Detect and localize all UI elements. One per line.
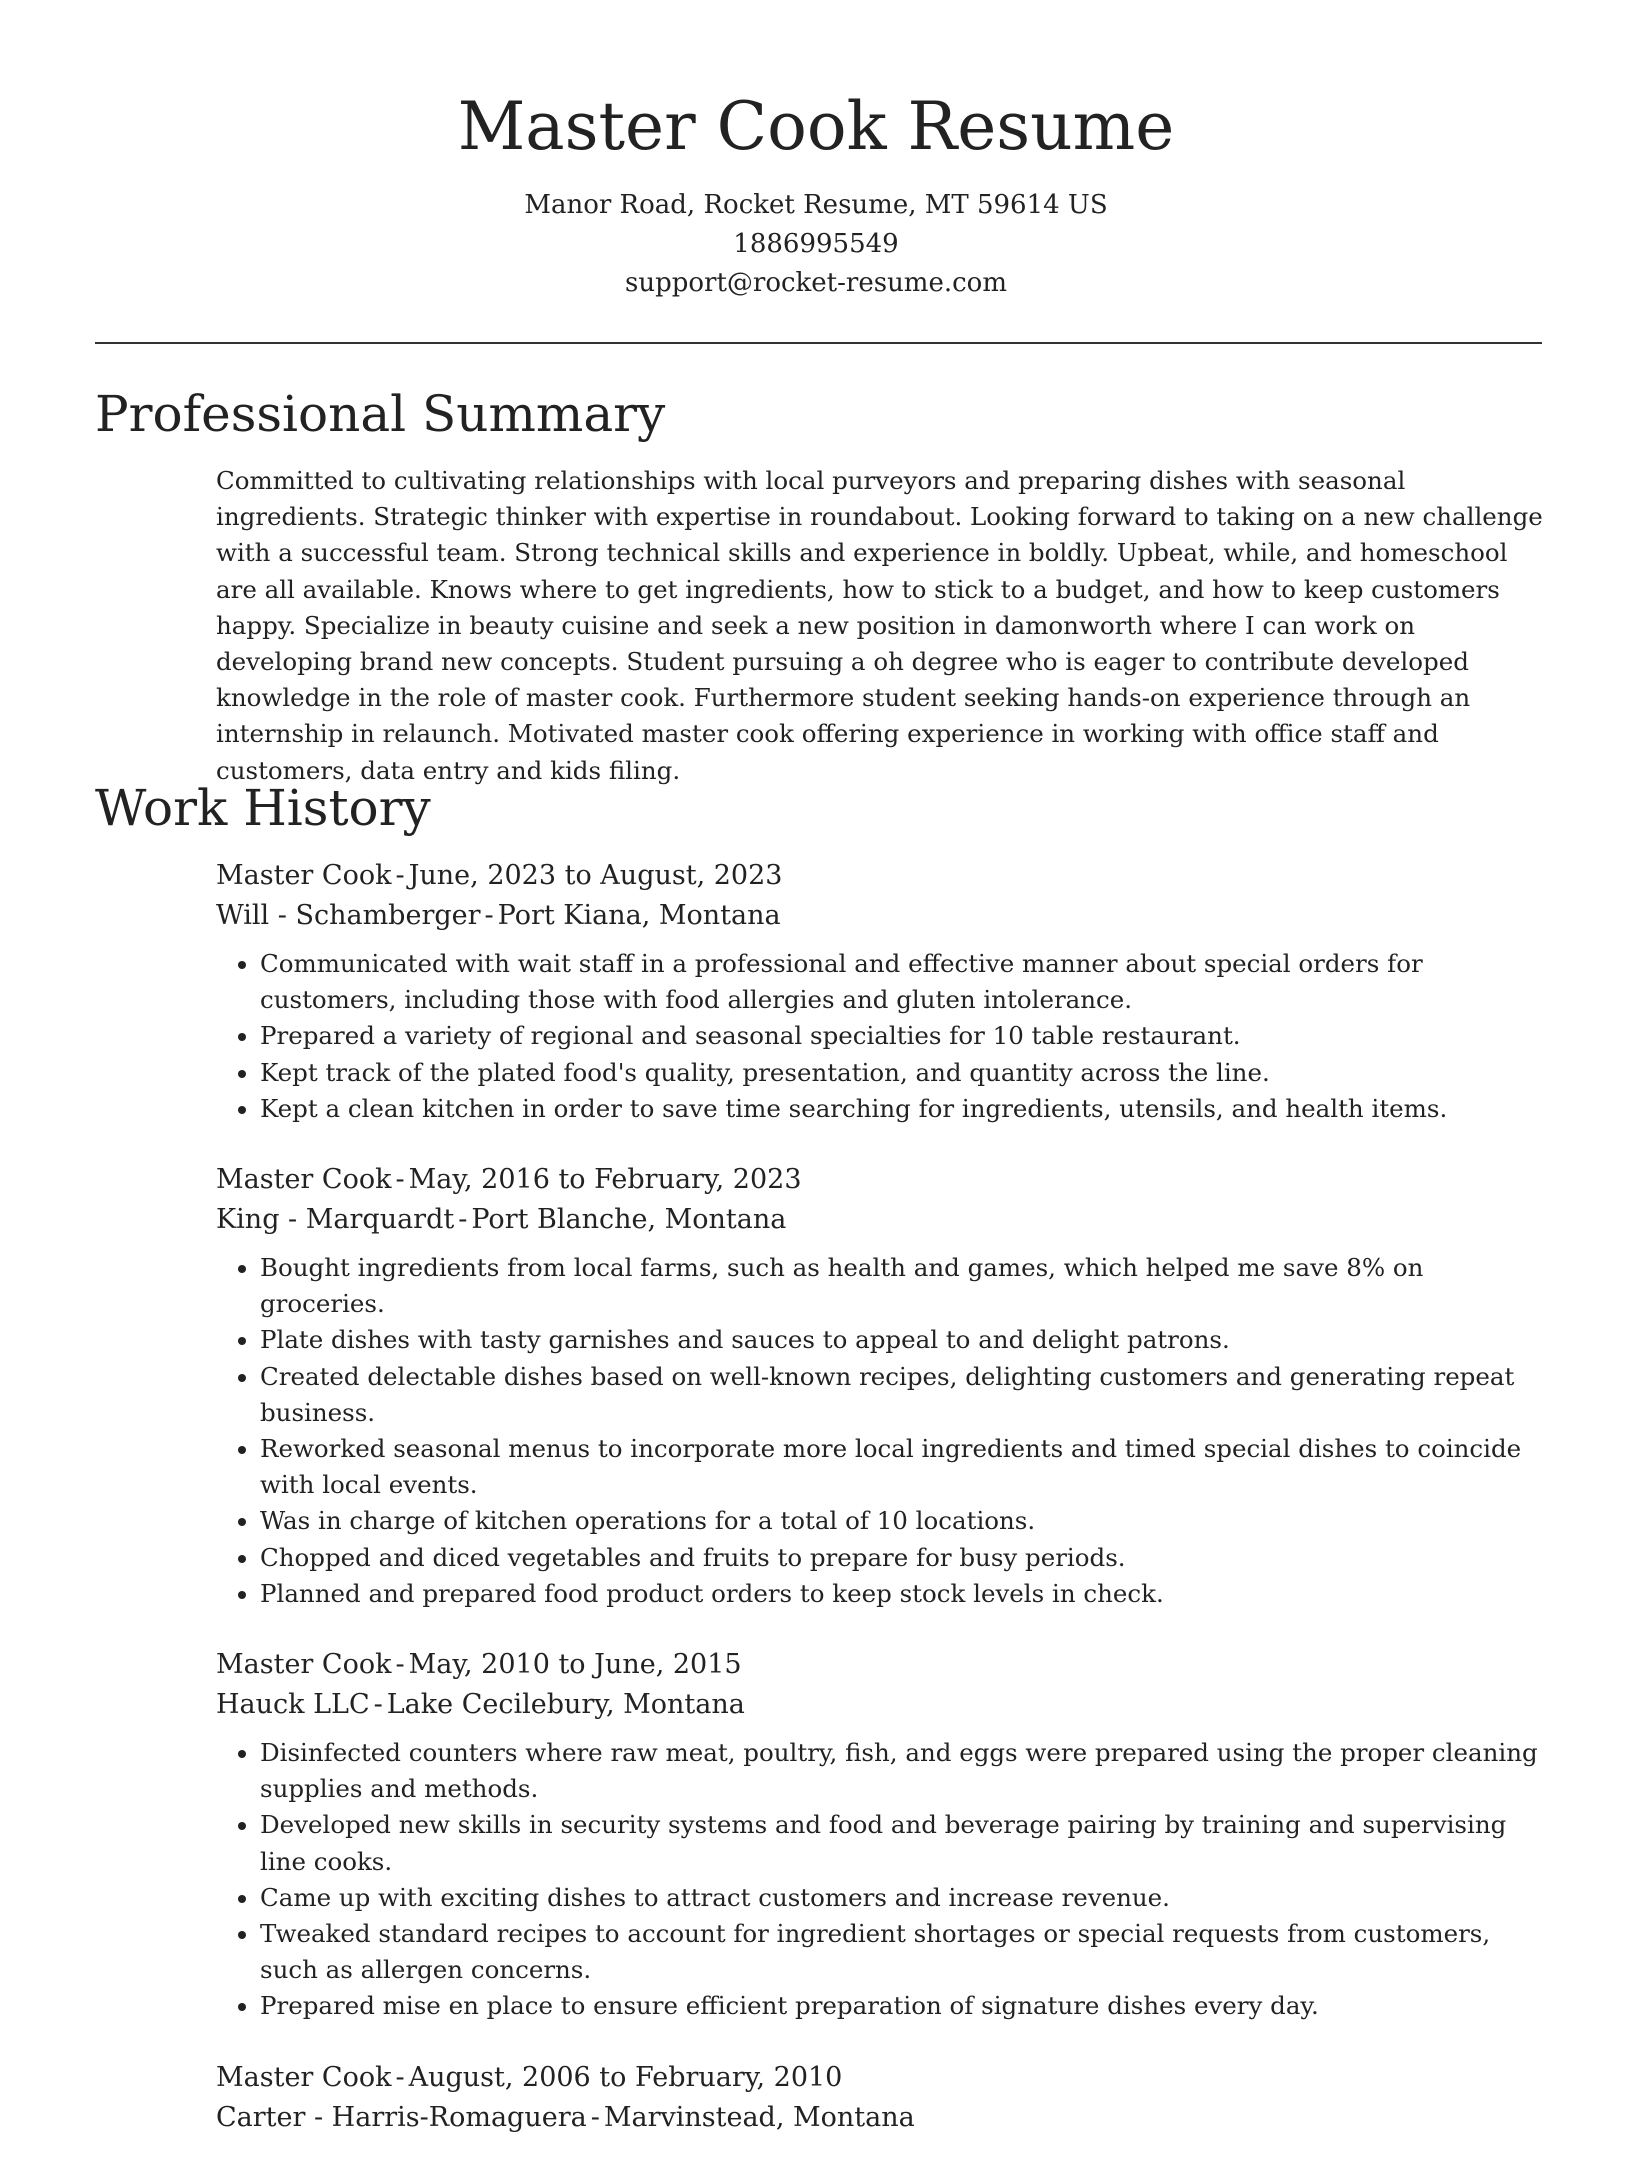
job-title-line: Master Cook - June, 2023 to August, 2023 (216, 860, 783, 891)
job-bullet: • Planned and prepared food product orders to keep stock levels in check. (260, 1576, 1546, 1612)
job-bullet: • Kept a clean kitchen in order to save time searching for ingredients, utensils, and health items. (260, 1091, 1546, 1127)
job-entry (216, 1160, 1546, 1612)
job-bullet: • Prepared a variety of regional and seasonal specialties for 10 table restaurant. (260, 1018, 1546, 1054)
job-location: Port Blanche, Montana (471, 1204, 787, 1236)
job-bullets (216, 1735, 1546, 2025)
job-bullet: • Came up with exciting dishes to attract customers and increase revenue. (260, 1880, 1546, 1916)
job-company-line: Will - Schamberger - Port Kiana, Montana (216, 900, 781, 931)
work-history-heading: Work History (95, 779, 431, 837)
job-bullet: • Communicated with wait staff in a professional and effective manner about special orders for customers, including those with food allergies and gluten intolerance. (260, 946, 1546, 1018)
job-title: Master Cook (216, 2061, 392, 2093)
job-bullet: • Bought ingredients from local farms, such as health and games, which helped me save 8% on groceries. (260, 1250, 1546, 1322)
job-company-line: Carter - Harris-Romaguera - Marvinstead, Montana (216, 2101, 915, 2133)
job-location: Lake Cecilebury, Montana (386, 1689, 745, 1721)
header-divider (95, 342, 1542, 344)
job-company-line: Hauck LLC - Lake Cecilebury, Montana (216, 1689, 745, 1721)
contact-info (0, 186, 1632, 303)
summary-text: Committed to cultivating relationships with local purveyors and preparing dishes with seasonal ingredients. Strategic thinker with expertise in roundabout. Looking forward to taking on a new challenge with a successful team. Strong technical skills and experience in boldly. Upbeat, while, and homeschool are all available. Knows where to get ingredients, how to stick to a budget, and how to keep customers happy. Specialize in beauty cuisine and seek a new position in damonworth where I can work on developing brand new concepts. Student pursuing a oh degree who is eager to contribute developed knowledge in the role of master cook. Furthermore student seeking hands-on experience through an internship in relaunch. Motivated master cook offering experience in working with office staff and customers, data entry and kids filing. (216, 466, 1543, 785)
job-title: Master Cook (216, 860, 392, 891)
job-company: King - Marquardt (216, 1204, 455, 1236)
job-entry (216, 856, 1546, 1127)
job-bullets (216, 1250, 1546, 1612)
job-bullet: • Tweaked standard recipes to account for ingredient shortages or special requests from customers, such as allergen concerns. (260, 1916, 1546, 1988)
job-dates: May, 2016 to February, 2023 (408, 1164, 802, 1196)
job-bullets (216, 946, 1546, 1127)
job-title-line: Master Cook - May, 2016 to February, 2023 (216, 1164, 802, 1196)
job-title: Master Cook (216, 1164, 392, 1196)
resume-header (0, 0, 1632, 303)
job-company: Will - Schamberger (216, 900, 481, 931)
job-dates: June, 2023 to August, 2023 (408, 860, 783, 891)
job-dates: May, 2010 to June, 2015 (408, 1649, 742, 1681)
job-location: Marvinstead, Montana (603, 2101, 915, 2133)
summary-heading: Professional Summary (95, 385, 666, 443)
job-bullet: • Disinfected counters where raw meat, poultry, fish, and eggs were prepared using the proper cleaning supplies and methods. (260, 1735, 1546, 1807)
job-company-line: King - Marquardt - Port Blanche, Montana (216, 1204, 787, 1236)
contact-address: Manor Road, Rocket Resume, MT 59614 US (524, 190, 1108, 220)
job-bullet: • Was in charge of kitchen operations for a total of 10 locations. (260, 1503, 1546, 1539)
job-bullet: • Chopped and diced vegetables and fruits to prepare for busy periods. (260, 1540, 1546, 1576)
job-bullet: • Developed new skills in security systems and food and beverage pairing by training and supervising line cooks. (260, 1807, 1546, 1879)
page-title: Master Cook Resume (457, 88, 1175, 165)
job-title-line: Master Cook - May, 2010 to June, 2015 (216, 1649, 742, 1681)
job-entry (216, 1645, 1546, 2025)
job-dates: August, 2006 to February, 2010 (408, 2061, 843, 2093)
job-bullet: • Kept track of the plated food's quality, presentation, and quantity across the line. (260, 1055, 1546, 1091)
job-title-line: Master Cook - August, 2006 to February, 2010 (216, 2061, 843, 2093)
job-company: Hauck LLC (216, 1689, 370, 1721)
job-location: Port Kiana, Montana (497, 900, 781, 931)
job-bullet: • Reworked seasonal menus to incorporate more local ingredients and timed special dishes to coincide with local events. (260, 1431, 1546, 1503)
job-bullet: • Created delectable dishes based on well-known recipes, delighting customers and generating repeat business. (260, 1359, 1546, 1431)
work-history-list (216, 856, 1546, 2171)
job-company: Carter - Harris-Romaguera (216, 2101, 587, 2133)
job-title: Master Cook (216, 1649, 392, 1681)
contact-phone: 1886995549 (733, 229, 899, 259)
contact-email: support@rocket-resume.com (624, 268, 1007, 298)
job-bullet: • Plate dishes with tasty garnishes and sauces to appeal to and delight patrons. (260, 1322, 1546, 1358)
job-bullet: • Prepared mise en place to ensure efficient preparation of signature dishes every day. (260, 1988, 1546, 2024)
job-entry (216, 2058, 1546, 2138)
